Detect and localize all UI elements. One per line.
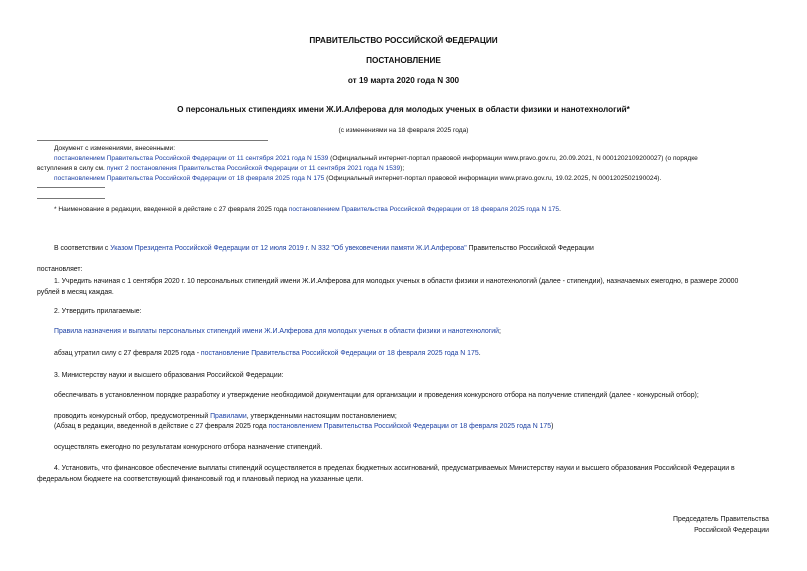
- paragraph-3: 3. Министерству науки и высшего образования Российской Федерации:: [54, 372, 284, 379]
- paragraph-3-a: обеспечивать в установленном порядке разработку и утверждение необходимой документации для организации и проведения конкурсного отбора на получение стипендий (далее - конкурсный отбор);: [54, 392, 699, 399]
- footnote-link-175[interactable]: постановлением Правительства Российской Федерации от 18 февраля 2025 года N 175: [288, 206, 560, 213]
- amendment-link-1539[interactable]: постановлением Правительства Российской Федерации от 11 сентября 2021 года N 1539: [54, 155, 329, 162]
- paragraph-4-line-2: федеральном бюджете на соответствующий финансовый год и плановый период на указанные цели.: [37, 476, 364, 483]
- amendment-link-1539-point2[interactable]: пункт 2 постановления Правительства Российской Федерации от 11 сентября 2021 года N 1539: [106, 165, 401, 172]
- decree-link-332[interactable]: Указом Президента Российской Федерации от 12 июля 2019 г. N 332 "Об увековечении памяти Ж.И.Алферова": [110, 245, 467, 252]
- amendments-top-rule: [37, 140, 268, 141]
- paragraph-1-line-1: 1. Учредить начиная с 1 сентября 2020 г. 10 персональных стипендий имени Ж.И.Алферова для молодых ученых в области физики и нанотехнологий (далее - стипендии), назначаемых ежегодно, в размере 20000: [54, 278, 739, 285]
- title-footnote: * Наименование в редакции, введенной в действие с 27 февраля 2025 года постановлением Правительства Российской Федерации от 18 февраля 2025 года N 175.: [54, 206, 561, 213]
- preamble: В соответствии с Указом Президента Российской Федерации от 12 июля 2019 г. N 332 "Об увековечении памяти Ж.И.Алферова" Правительство Российской Федерации: [54, 245, 594, 252]
- amendment-item-2: постановлением Правительства Российской Федерации от 18 февраля 2025 года N 175 (Официальный интернет-портал правовой информации www.pravo.gov.ru, 19.02.2025, N 0001202502190024).: [54, 175, 662, 182]
- edition-link-175[interactable]: постановлением Правительства Российской Федерации от 18 февраля 2025 года N 175: [268, 423, 552, 430]
- footnote-rule: [37, 198, 105, 199]
- repeal-link-175[interactable]: постановление Правительства Российской Федерации от 18 февраля 2025 года N 175: [200, 350, 479, 357]
- revision-note: (с изменениями на 18 февраля 2025 года): [338, 127, 469, 134]
- rules-short-link[interactable]: Правилами: [210, 413, 247, 420]
- paragraph-2: 2. Утвердить прилагаемые:: [54, 308, 142, 315]
- amendment-link-175[interactable]: постановлением Правительства Российской Федерации от 18 февраля 2025 года N 175: [54, 175, 325, 182]
- government-heading: ПРАВИТЕЛЬСТВО РОССИЙСКОЙ ФЕДЕРАЦИИ: [309, 36, 498, 45]
- signature-org: Российской Федерации: [694, 527, 769, 534]
- paragraph-2-repealed: абзац утратил силу с 27 февраля 2025 года - постановление Правительства Российской Федерации от 18 февраля 2025 года N 175.: [54, 350, 481, 357]
- paragraph-3-b: проводить конкурсный отбор, предусмотренный Правилами, утвержденными настоящим постановлением;: [54, 413, 397, 420]
- page-title: О персональных стипендиях имени Ж.И.Алферова для молодых ученых в области физики и нанотехнологий*: [177, 105, 630, 114]
- amendments-intro: Документ с изменениями, внесенными:: [54, 145, 176, 152]
- paragraph-3-c: осуществлять ежегодно по результатам конкурсного отбора назначение стипендий.: [54, 444, 323, 451]
- rules-link[interactable]: Правила назначения и выплаты персональных стипендий имени Ж.И.Алферова для молодых ученых в области физики и нанотехнологий: [54, 328, 499, 335]
- paragraph-2-rules: Правила назначения и выплаты персональных стипендий имени Ж.И.Алферова для молодых ученых в области физики и нанотехнологий;: [54, 328, 501, 335]
- document-type: ПОСТАНОВЛЕНИЕ: [366, 56, 441, 65]
- paragraph-4-line-1: 4. Установить, что финансовое обеспечение выплаты стипендий осуществляется в пределах бюджетных ассигнований, предусматриваемых Министерству науки и высшего образования Российской Федерации в: [54, 465, 735, 472]
- amendment-item-1-continued: вступления в силу см. пункт 2 постановления Правительства Российской Федерации от 11 сентября 2021 года N 1539);: [37, 165, 405, 172]
- paragraph-1-line-2: рублей в месяц каждая.: [37, 289, 114, 296]
- decides-word: постановляет:: [37, 266, 83, 273]
- paragraph-3-b-note: (Абзац в редакции, введенной в действие с 27 февраля 2025 года постановлением Правительства Российской Федерации от 18 февраля 2025 года N 175): [54, 423, 554, 430]
- amendment-item-1: постановлением Правительства Российской Федерации от 11 сентября 2021 года N 1539 (Официальный интернет-портал правовой информации www.pravo.gov.ru, 20.09.2021, N 0001202109200027) (о порядке: [54, 155, 698, 162]
- date-number: от 19 марта 2020 года N 300: [347, 76, 460, 85]
- amendments-bottom-rule: [37, 187, 105, 188]
- signature-title: Председатель Правительства: [673, 516, 769, 523]
